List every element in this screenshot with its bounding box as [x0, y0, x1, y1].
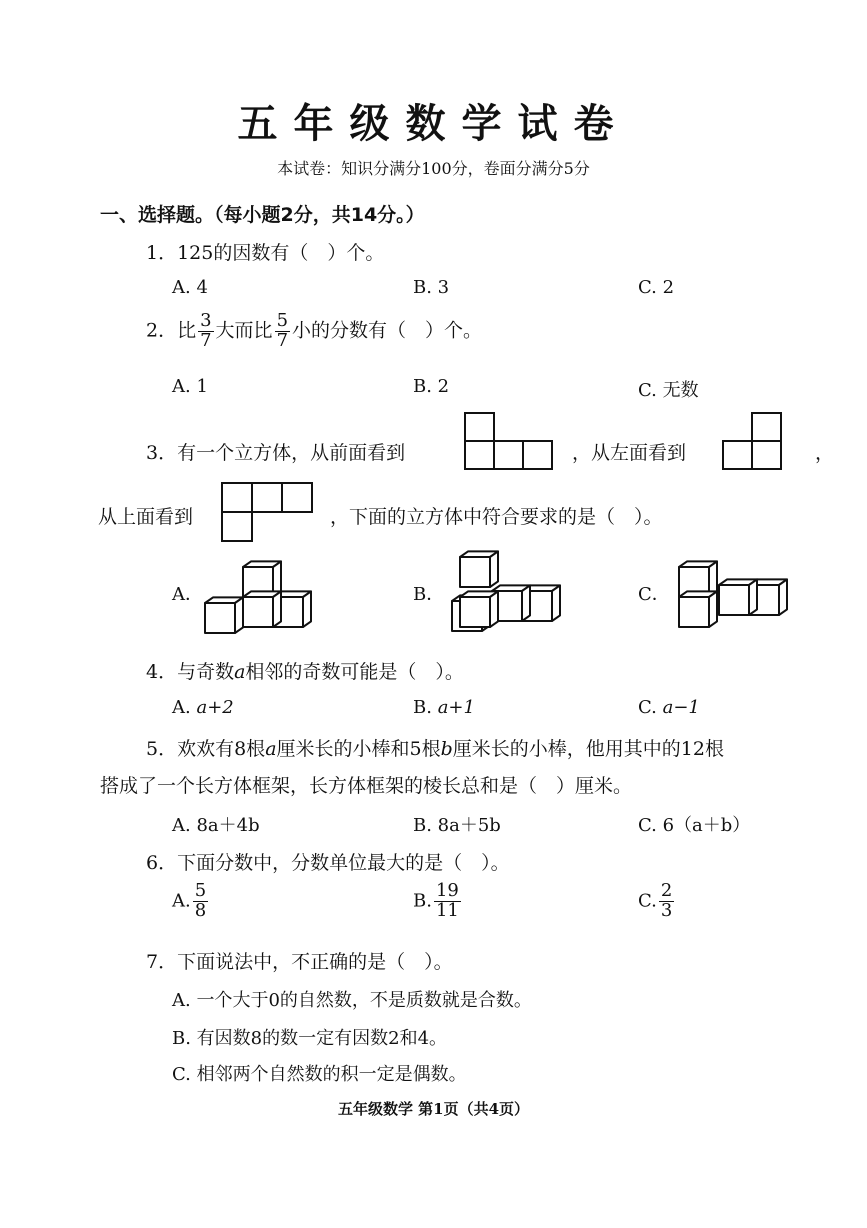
question-6: 6．下面分数中，分数单位最大的是（ ）。: [146, 852, 510, 874]
cube: [460, 551, 498, 587]
question-3-line1a: 3．有一个立方体，从前面看到: [146, 442, 406, 464]
question-7: 7．下面说法中，不正确的是（ ）。: [146, 951, 453, 973]
question-3-line1c: ，: [815, 442, 835, 464]
q2-frac1-den: 7: [200, 329, 212, 351]
q6-option-a-label: A.: [172, 890, 191, 912]
q4-suffix: 相邻的奇数可能是（ ）。: [245, 661, 464, 683]
section-heading: 一、选择题。（每小题2分，共14分。）: [100, 204, 425, 226]
q3-option-b-label: B．: [413, 584, 445, 605]
q4-option-b-expr: a+1: [437, 697, 475, 718]
q5-l1-middle: 厘米长的小棒和5根: [276, 738, 441, 760]
q5-var-a: a: [265, 738, 277, 760]
q1-option-b: B. 3: [413, 277, 450, 298]
q6-option-a-fraction: [193, 882, 208, 921]
cube: [243, 591, 281, 627]
q2-frac1-num: 3: [200, 310, 212, 331]
q6-option-c-fraction: [659, 882, 674, 921]
question-1: 1．125的因数有（ ）个。: [146, 242, 385, 264]
q7-option-b: B. 有因数8的数一定有因数2和4。: [172, 1028, 448, 1049]
q2-option-c: C. 无数: [638, 380, 699, 401]
question-3-line1b: ，从左面看到: [572, 442, 687, 464]
q2-suffix: 小的分数有（ ）个。: [292, 319, 483, 342]
question-2: [146, 312, 482, 351]
q6-a-num: 5: [194, 880, 207, 901]
top-view-figure: [221, 482, 313, 542]
exam-title: 五年级数学试卷: [237, 101, 630, 147]
q2-prefix: 2．比: [146, 319, 197, 342]
q6-option-c-label: C.: [638, 890, 657, 912]
front-view-figure: [464, 412, 554, 472]
q2-frac2-num: 5: [276, 310, 289, 331]
q6-option-b-fraction: [434, 882, 461, 921]
q3-option-a-label: A．: [172, 584, 203, 605]
q4-option-a: [172, 697, 234, 718]
q2-frac2-den: 7: [276, 329, 289, 351]
q4-option-c: [638, 697, 700, 718]
q4-option-b-label: B.: [413, 697, 432, 718]
q3-option-a-figure: [203, 555, 318, 640]
question-4: [146, 657, 464, 684]
q4-prefix: 4．与奇数: [146, 661, 235, 683]
q3-option-c-label: C．: [638, 584, 670, 605]
q2-fraction-1: [198, 312, 213, 351]
q6-option-a: [172, 882, 210, 921]
page-footer: 五年级数学 第1页（共4页）: [337, 1100, 530, 1118]
q5-var-b: b: [440, 738, 453, 760]
q2-option-b: B. 2: [413, 376, 450, 397]
q6-option-c: [638, 882, 676, 921]
q2-fraction-2: [275, 312, 290, 351]
cube: [205, 597, 243, 633]
cube: [679, 591, 717, 627]
q6-b-den: 11: [435, 899, 459, 921]
q2-option-a: A. 1: [172, 376, 208, 397]
q6-a-den: 8: [194, 899, 207, 921]
q5-l1-prefix: 5．欢欢有8根: [146, 738, 266, 760]
q5-option-c: C. 6（a＋b）: [638, 815, 751, 836]
q5-option-b: B. 8a＋5b: [413, 815, 501, 836]
q3-option-b-figure: [450, 545, 575, 640]
q4-option-b: [413, 697, 475, 718]
q6-c-den: 3: [660, 899, 673, 921]
q6-b-num: 19: [435, 880, 459, 901]
left-view-figure: [722, 412, 784, 472]
q4-option-c-expr: a−1: [662, 697, 700, 718]
cube: [460, 591, 498, 627]
exam-subtitle: 本试卷：知识分满分100分，卷面分满分5分: [277, 159, 590, 178]
q6-c-num: 2: [660, 880, 673, 901]
q5-option-a: A. 8a＋4b: [172, 815, 260, 836]
question-3-line2b: ，下面的立方体中符合要求的是（ ）。: [330, 506, 663, 528]
question-3-line2a: 从上面看到: [98, 506, 194, 528]
q4-option-a-label: A.: [172, 697, 191, 718]
q7-option-a: A. 一个大于0的自然数，不是质数就是合数。: [172, 990, 532, 1011]
question-5-line2: 搭成了一个长方体框架，长方体框架的棱长总和是（ ）厘米。: [100, 775, 633, 797]
q7-option-c: C. 相邻两个自然数的积一定是偶数。: [172, 1064, 467, 1085]
q3-option-c-figure: [677, 555, 802, 640]
q6-option-b: [413, 882, 463, 921]
cube: [719, 579, 757, 615]
q2-middle: 大而比: [215, 319, 273, 342]
question-5-line1: [146, 734, 724, 761]
q1-option-c: C. 2: [638, 277, 675, 298]
q6-option-b-label: B.: [413, 890, 432, 912]
q4-option-a-expr: a+2: [196, 697, 234, 718]
q5-l1-suffix: 厘米长的小棒，他用其中的12根: [452, 738, 724, 760]
q4-variable: a: [234, 661, 246, 683]
q1-option-a: A. 4: [172, 277, 208, 298]
q4-option-c-label: C.: [638, 697, 657, 718]
